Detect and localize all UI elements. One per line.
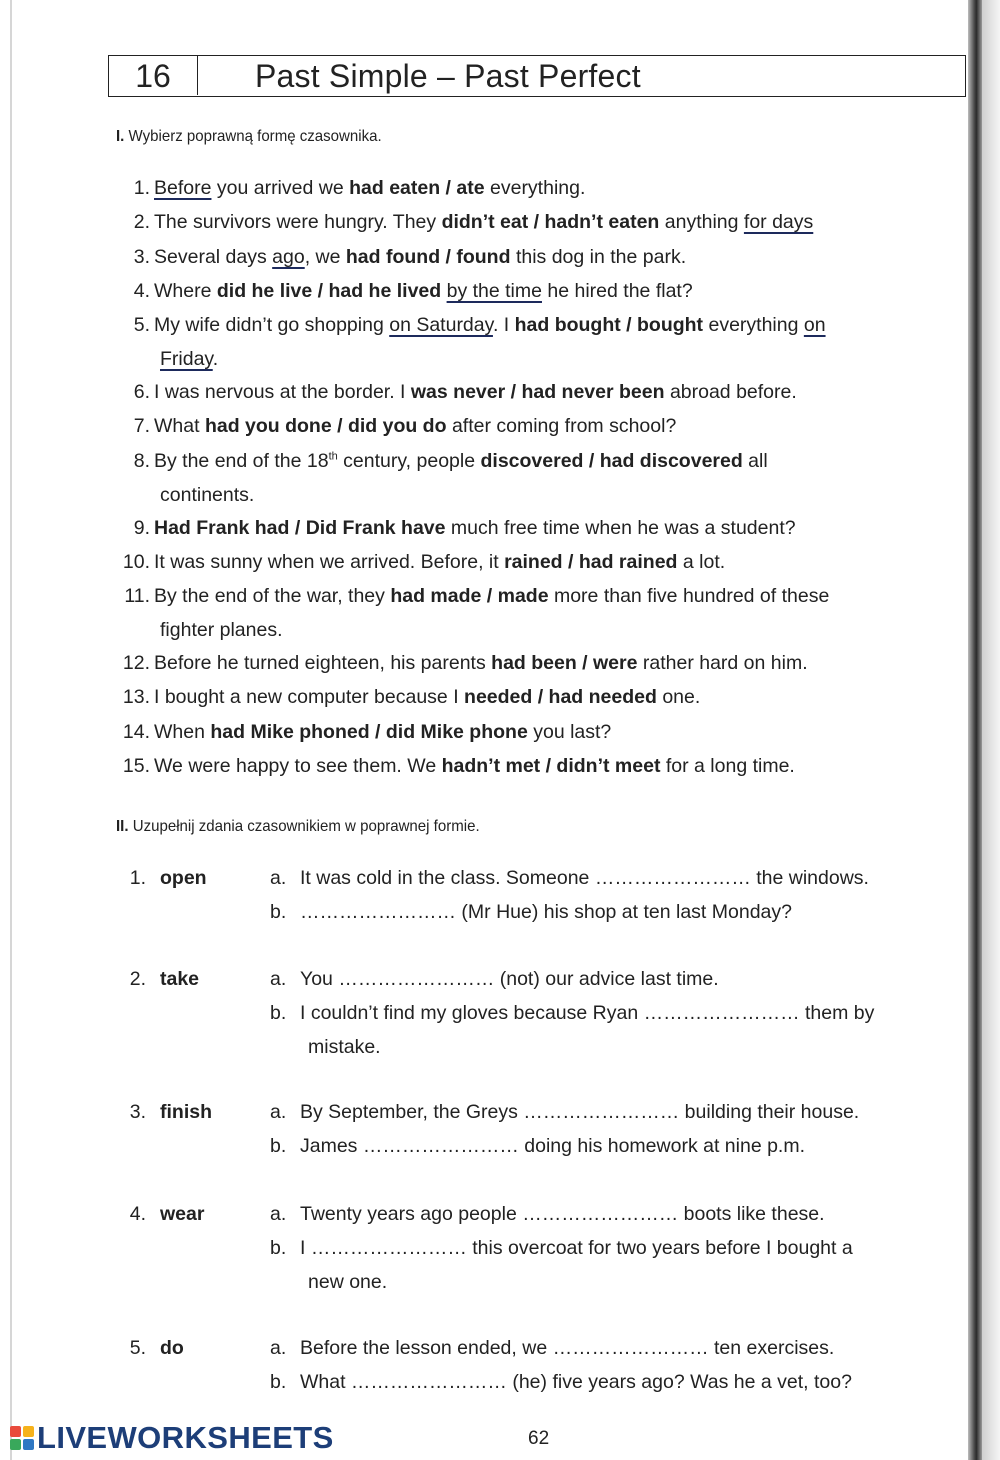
sentence-text: By the end of the 18	[154, 450, 329, 472]
item-number: 3.	[133, 246, 150, 268]
sub-item[interactable]	[270, 866, 869, 890]
scan-binding-shadow	[968, 0, 982, 1460]
sentence-text: .	[212, 348, 219, 370]
handwritten-underline: ago	[272, 246, 305, 268]
group-number: 3.	[129, 1101, 146, 1123]
answer-choices[interactable]: had found / found	[345, 246, 516, 268]
handwritten-underline: for days	[743, 211, 814, 233]
item-sentence	[154, 414, 676, 438]
sub-item-continuation: mistake.	[308, 1036, 381, 1058]
sub-item-sentence: You …………………… (not) our advice last time.	[300, 968, 719, 990]
sub-item-letter: a.	[270, 968, 287, 990]
item-number: 13.	[122, 686, 150, 708]
sentence-text: . I	[492, 314, 515, 336]
answer-choices[interactable]: did he live / had he lived	[216, 280, 447, 302]
section1-roman: I.	[116, 128, 125, 145]
sub-item-sentence: Before the lesson ended, we …………………… ten exercises.	[300, 1337, 835, 1359]
item-sentence	[154, 279, 693, 303]
answer-choices[interactable]: needed / had needed	[464, 686, 663, 708]
sub-item-continuation: new one.	[308, 1271, 388, 1293]
sentence-text: I was nervous at the border. I	[154, 381, 411, 403]
section2-instruction-text: Uzupełnij zdania czasownikiem w poprawnej formie.	[132, 818, 480, 835]
title-box	[108, 55, 966, 97]
sub-item[interactable]	[270, 1202, 825, 1226]
sentence-text: you last?	[533, 721, 612, 743]
sentence-text: My wife didn’t go shopping	[154, 314, 390, 336]
item-number: 6.	[133, 381, 150, 403]
sentence-text: after coming from school?	[451, 415, 677, 437]
base-verb: finish	[160, 1101, 212, 1123]
sentence-text: he hired the flat?	[541, 280, 693, 302]
sentence-text: one.	[662, 686, 701, 708]
sub-item-letter: a.	[270, 1101, 287, 1123]
item-number: 2.	[133, 211, 150, 233]
handwritten-underline: on Saturday	[389, 314, 493, 336]
item-number: 4.	[133, 280, 150, 302]
sub-item-letter: b.	[270, 1237, 287, 1259]
item-sentence	[154, 754, 795, 778]
sub-item[interactable]	[270, 967, 719, 991]
sentence-text: It was sunny when we arrived. Before, it	[154, 551, 505, 573]
group-number: 1.	[129, 867, 146, 889]
sentence-text: I bought a new computer because I	[154, 686, 465, 708]
group-number: 5.	[129, 1337, 146, 1359]
logo-squares-icon	[10, 1426, 34, 1450]
item-number: 9.	[133, 517, 150, 539]
sub-item-letter: b.	[270, 1135, 287, 1157]
answer-choices[interactable]: didn’t eat / hadn’t eaten	[441, 211, 665, 233]
page-number: 62	[528, 1428, 550, 1449]
sentence-text: The survivors were hungry. They	[154, 211, 442, 233]
item-sentence	[154, 176, 585, 200]
answer-choices[interactable]: had eaten / ate	[349, 177, 490, 199]
liveworksheets-logo	[10, 1420, 334, 1456]
page-edge	[10, 0, 12, 1460]
sub-item[interactable]	[270, 1236, 853, 1260]
sentence-text: everything.	[490, 177, 586, 199]
item-number: 5.	[133, 314, 150, 336]
item-sentence	[154, 720, 611, 744]
sub-item-sentence: By September, the Greys …………………… building their house.	[300, 1101, 860, 1123]
sub-item[interactable]	[270, 1336, 834, 1360]
sentence-text: everything	[708, 314, 804, 336]
sentence-text: much free time when he was a student?	[450, 517, 796, 539]
unit-number: 16	[109, 56, 198, 95]
answer-choices[interactable]: hadn’t met / didn’t meet	[441, 755, 666, 777]
handwritten-underline: Before	[154, 177, 212, 199]
base-verb: do	[160, 1337, 184, 1359]
sentence-text: you arrived we	[211, 177, 350, 199]
base-verb: open	[160, 867, 207, 889]
item-continuation	[160, 347, 218, 371]
answer-choices[interactable]: Had Frank had / Did Frank have	[154, 517, 451, 539]
sentence-text: Before he turned eighteen, his parents	[154, 652, 492, 674]
sentence-text: continents.	[160, 484, 255, 506]
item-number: 11.	[124, 585, 150, 607]
answer-choices[interactable]: rained / had rained	[504, 551, 683, 573]
sub-item-letter: a.	[270, 1203, 287, 1225]
sentence-text: We were happy to see them. We	[154, 755, 442, 777]
sentence-text: century, people	[337, 450, 481, 472]
sub-item-sentence: Twenty years ago people …………………… boots like these.	[300, 1203, 825, 1225]
sentence-text: th	[328, 450, 338, 463]
answer-choices[interactable]: had made / made	[390, 585, 554, 607]
sub-item-letter: b.	[270, 1371, 287, 1393]
base-verb: wear	[160, 1203, 205, 1225]
answer-choices[interactable]: had bought / bought	[514, 314, 709, 336]
sentence-text: this dog in the park.	[515, 246, 687, 268]
sentence-text: When	[154, 721, 211, 743]
item-sentence	[154, 313, 826, 337]
item-sentence	[154, 210, 813, 234]
item-continuation	[160, 483, 254, 507]
item-number: 8.	[133, 450, 150, 472]
item-sentence	[154, 550, 725, 574]
sentence-text: Where	[154, 280, 217, 302]
item-sentence	[154, 516, 796, 540]
handwritten-underline: on	[803, 314, 826, 336]
sentence-text: Several days	[154, 246, 273, 268]
answer-choices[interactable]: was never / had never been	[410, 381, 670, 403]
group-number: 2.	[129, 968, 146, 990]
sentence-text: What	[154, 415, 205, 437]
item-sentence	[154, 245, 686, 269]
answer-choices[interactable]: had been / were	[491, 652, 643, 674]
sentence-text: anything	[664, 211, 744, 233]
item-number: 15.	[122, 755, 150, 777]
sub-item-letter: a.	[270, 1337, 287, 1359]
sub-item-sentence: James …………………… doing his homework at nine p.m.	[300, 1135, 806, 1157]
item-number: 7.	[133, 415, 150, 437]
item-number: 14.	[122, 721, 150, 743]
handwritten-underline: by the time	[446, 280, 542, 302]
item-continuation	[160, 618, 283, 642]
item-number: 1.	[133, 177, 150, 199]
sentence-text: , we	[304, 246, 346, 268]
handwritten-underline: Friday	[160, 348, 213, 370]
sub-item-letter: b.	[270, 1002, 287, 1024]
sub-item-sentence: What …………………… (he) five years ago? Was he a vet, too?	[300, 1371, 852, 1393]
item-sentence	[154, 380, 797, 404]
item-sentence	[154, 651, 808, 675]
sub-item-letter: b.	[270, 901, 287, 923]
sentence-text: abroad before.	[669, 381, 797, 403]
section2-roman: II.	[116, 818, 129, 835]
sentence-text: all	[748, 450, 768, 472]
sub-item[interactable]	[270, 1370, 852, 1394]
answer-choices[interactable]: discovered / had discovered	[480, 450, 749, 472]
sub-item-sentence: I …………………… this overcoat for two years before I bought a	[300, 1237, 853, 1259]
sub-item-sentence: I couldn’t find my gloves because Ryan …………………… them by	[300, 1002, 875, 1024]
sub-item-sentence: …………………… (Mr Hue) his shop at ten last Monday?	[300, 901, 792, 923]
section1-instruction	[116, 128, 382, 146]
answer-choices[interactable]: had Mike phoned / did Mike phone	[210, 721, 534, 743]
base-verb: take	[160, 968, 200, 990]
sentence-text: more than five hundred of these	[553, 585, 830, 607]
sentence-text: for a long time.	[665, 755, 795, 777]
sub-item[interactable]	[270, 1134, 805, 1158]
section1-instruction-text: Wybierz poprawną formę czasownika.	[128, 128, 382, 145]
sub-item[interactable]	[270, 1001, 874, 1025]
page-title: Past Simple – Past Perfect	[255, 58, 641, 94]
sentence-text: a lot.	[682, 551, 726, 573]
item-number: 12.	[122, 652, 150, 674]
group-number: 4.	[129, 1203, 146, 1225]
item-number: 10.	[122, 551, 150, 573]
item-sentence	[154, 685, 700, 709]
sub-item[interactable]	[270, 1100, 859, 1124]
sentence-text: rather hard on him.	[642, 652, 808, 674]
sub-item-letter: a.	[270, 867, 287, 889]
section2-instruction	[116, 818, 480, 836]
answer-choices[interactable]: had you done / did you do	[204, 415, 452, 437]
sub-item-sentence: It was cold in the class. Someone …………………… the windows.	[300, 867, 869, 889]
sentence-text: fighter planes.	[160, 619, 283, 641]
item-sentence	[154, 449, 768, 473]
sentence-text: By the end of the war, they	[154, 585, 391, 607]
item-sentence	[154, 584, 829, 608]
logo-text: LIVEWORKSHEETS	[37, 1420, 334, 1455]
sub-item[interactable]	[270, 900, 792, 924]
